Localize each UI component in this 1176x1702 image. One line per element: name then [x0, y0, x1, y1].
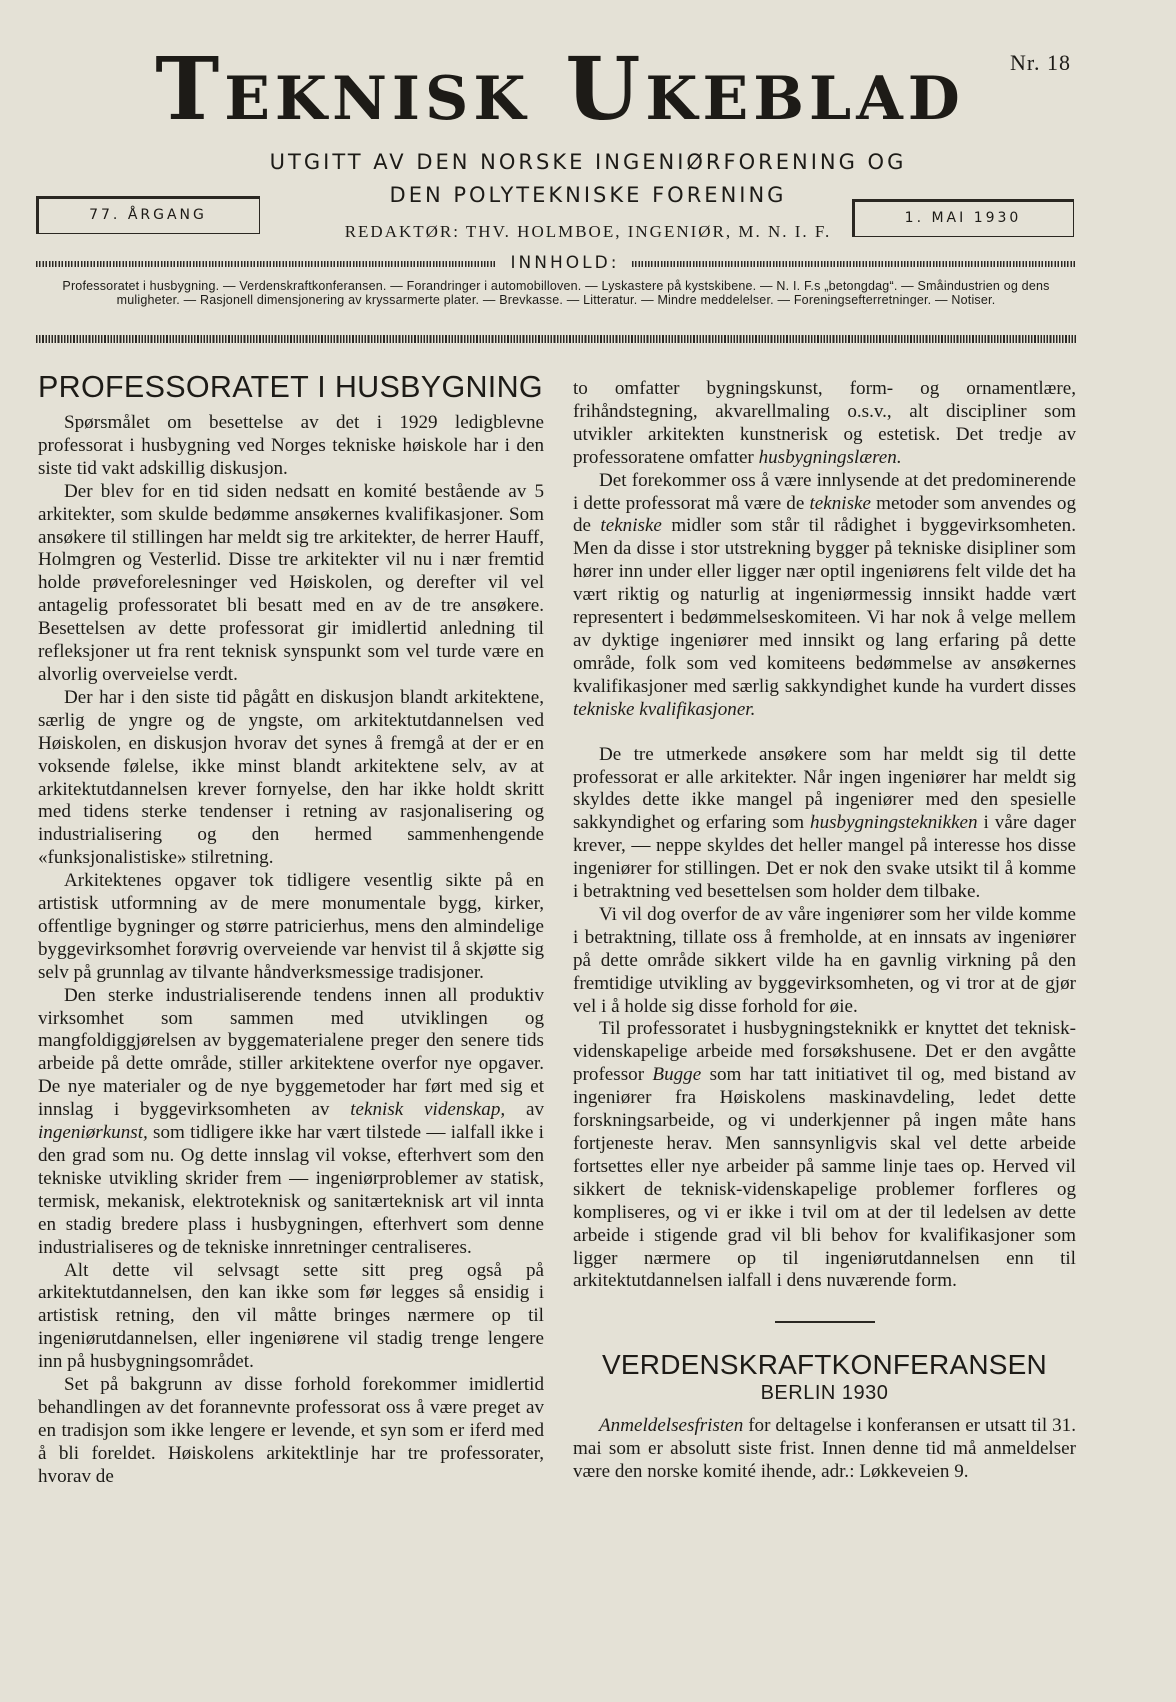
text-run: De tre utmerkede ansøkere som har meldt sig til dette professorat er alle arkitekter. Når ingen ingeniører har meldt sig skyldes dette ikke mangel på ingeniører med den spesielle sakkyndighet og erfaring som [573, 743, 1076, 834]
publisher-line-1: UTGITT AV DEN NORSKE INGENIØRFORENING OG [269, 150, 907, 174]
contents-rule-left [36, 261, 496, 267]
text-run: Det forekommer oss å være innlysende at det predominerende i dette professorat må være de [573, 469, 1076, 514]
text-run: metoder som anvendes og de [573, 492, 1076, 537]
paragraph: Alt dette vil selvsagt sette sitt preg også på arkitektutdannelsen, den kan ikke som før legges så ensidig i artistisk retning, den vil måtte bringes nærmere op til ingeniørutdannelsen, eller ingeniørene vil stadig trenge lengere inn på husbygningsområdet. [38, 1259, 544, 1373]
paragraph-gap [573, 722, 1076, 744]
paragraph [573, 378, 1076, 470]
text-run: Til professoratet i husbygningsteknikk er knyttet det teknisk-videnskapelige arbeide med forsøkshusene. Det er den avgåtte professor [573, 1018, 1076, 1086]
contents-rule-right [632, 261, 1076, 267]
masthead-title: Teknisk Ukeblad [155, 39, 965, 140]
paragraph: Der blev for en tid siden nedsatt en komité bestående av 5 arkitekter, som skulde bedømme ansøkernes kvalifikasjoner. Som ansøkere til stillingen har meldt sig tre arkitekter, de herrer Hauff, Holmgren og Vesterlid. Disse tre arkitekter vil nu i nær fremtid holde prøveforelesninger ved Høiskolen, og derefter vil vel antagelig professoratet bli besatt med en av de tre ansøkere. Besettelsen av dette professorat gir imidlertid anledning til refleksjoner ut fra rent teknisk synspunkt som vel turde være en alvorlig overveielse verdt. [38, 480, 544, 685]
volume-box [36, 196, 260, 234]
paragraph [573, 470, 1076, 722]
publisher-line-2: DEN POLYTEKNISKE FORENING [389, 183, 787, 207]
editor-line: REDAKTØR: THV. HOLMBOE, INGENIØR, M. N. I. F. [344, 222, 832, 241]
volume-label: 77. ÅRGANG [89, 207, 207, 223]
paragraph: Vi vil dog overfor de av våre ingeniører som her vilde komme i betraktning, tillate oss å fremholde, at en innsats av ingeniører på dette område sikkert vilde ha en gavnlig virkning på den fremtidige utvikling av byggevirksomheten, og vi tror at de gjør vel i å holde sig disse forhold for øie. [573, 903, 1076, 1017]
text-run: Den sterke industrialiserende tendens innen all produktiv virksomhet som sammen med utviklingen og mangfoldiggjørelsen av byggematerialene preger den senere tids arbeide på dette område, stiller arkitektene overfor nye opgaver. De nye materialer og de nye byggemetoder har ført med sig et innslag i byggevirksomheten av [38, 984, 544, 1121]
emphasis: tekniske kvalifikasjoner. [573, 698, 756, 720]
emphasis: Anmeldelsesfristen [599, 1415, 744, 1437]
emphasis: teknisk videnskap, [350, 1099, 506, 1121]
article-column-left [38, 370, 544, 1489]
text-run: som har tatt initiativet til og, med bistand av ingeniører fra Høiskolens maskinavdeling, ledet dette forskningsarbeide, og vi underkjenner på ingen måte hans fortjeneste herav. Men sannsynligvis skal vel dette arbeide fortsettes eller nye arbeider på samme linje taes op. Herved vil sikkert de teknisk-videnskapelige problemer forfleres og kompliseres, og vi er ikke i tvil om at der til ledelsen av dette arbeide i stigende grad vil bli behov for kvalifikasjoner som ligger nærmere op til ingeniørutdannelsen enn til arkitektutdannelsen ialfall i dens nuværende form. [573, 1064, 1076, 1292]
contents-bottom-rule [36, 335, 1076, 343]
text-run: av [525, 1099, 544, 1121]
article-separator [775, 1321, 875, 1323]
paragraph: Arkitektenes opgaver tok tidligere vesentlig sikte på en artistisk utformning av de mere monumentale bygg, kirker, offentlige bygninger og større patricierhus, mens den almindelige byggevirksomhet forøvrig overveiende var henvist til å skjøtte sig selv på grunnlag av tilvante håndverksmessige tradisjoner. [38, 870, 544, 983]
contents-label: INNHOLD: [510, 253, 620, 273]
emphasis: tekniske [600, 515, 662, 537]
article-headline: PROFESSORATET I HUSBYGNING [38, 370, 543, 404]
text-run: for deltagelse i konferansen er utsatt til 31. mai som er absolutt siste frist. Innen denne tid må anmeldelser være den norske komité ihende, adr.: Løkkeveien 9. [573, 1415, 1077, 1483]
article2-subheadline: BERLIN 1930 [760, 1382, 889, 1405]
paragraph: Der har i den siste tid pågått en diskusjon blandt arkitektene, særlig de yngre og de yngste, om arkitektutdannelsen ved Høiskolen, en diskusjon hvorav det synes å fremgå at der er en voksende følelse, ikke minst blandt arkitektene selv, av at arkitektutdannelsen krever fornyelse, den har ikke holdt skritt med tidens sterke tendenser i retning av rasjonalisering og industrialisering og den hermed sammenhengende «funksjonalistiske» stilretning. [38, 686, 544, 869]
emphasis: Bugge [652, 1064, 702, 1086]
emphasis: tekniske [809, 492, 871, 514]
emphasis: ingeniørkunst, [38, 1122, 148, 1144]
emphasis: husbygningslæren. [758, 446, 902, 468]
emphasis: husbygningsteknikken [810, 812, 978, 834]
paragraph [573, 1415, 1076, 1484]
issue-date: 1. MAI 1930 [904, 210, 1022, 226]
article2-headline: VERDENSKRAFTKONFERANSEN [602, 1349, 1047, 1381]
contents-text: Professoratet i husbygning. — Verdenskraftkonferansen. — Forandringer i automobilloven. — Lyskastere på kystskibene. — N. I. F.s „betongdag“. — Småindustrien og dens muligheter. — Rasjonell dimensjonering av kryssarmerte plater. — Brevkasse. — Litteratur. — Mindre meddelelser. — Foreningsefterretninger. — Notiser. [62, 279, 1050, 307]
issue-number: Nr. 18 [1010, 50, 1071, 75]
text-run: i våre dager krever, — neppe skyldes det heller mangel på interesse hos disse ingeniører for stillingen. Det er nok den svake utsikt til å komme i betraktning ved besettelsen som holder dem tilbake. [573, 812, 1077, 903]
paragraph: Set på bakgrunn av disse forhold forekommer imidlertid behandlingen av det forannevnte professorat oss å være preget av en tradisjon som ikke lengere er levende, et syn som er iferd med å bli foreldet. Høiskolens arkitektlinje har tre professorater, hvorav de [38, 1374, 544, 1487]
paragraph: Spørsmålet om besettelse av det i 1929 ledigblevne professorat i husbygning ved Norges tekniske høiskole har i den siste tid vakt adskillig diskusjon. [38, 412, 544, 479]
article-column-right [573, 378, 1076, 1484]
text-run: to omfatter bygningskunst, form- og ornamentlære, frihåndstegning, akvarellmaling o.s.v., alt discipliner som utvikler arkitekten kunstnerisk og estetisk. Det tredje av professoratene omfatter [573, 378, 1076, 468]
paragraph [573, 744, 1076, 904]
text-run: som tidligere ikke har vært tilstede — ialfall ikke i den grad som nu. Og dette innslag vil vokse, efterhvert som den tekniske utvikling skrider frem — ingeniørproblemer av statisk, termisk, mekanisk, elektroteknisk og sanitærteknisk art vil innta en stadig bredere plass i husbygningen, efterhvert som denne industrialiseres og de tekniske innretninger centraliseres. [38, 1122, 544, 1258]
paragraph [573, 1018, 1076, 1293]
text-run: midler som står til rådighet i byggevirksomheten. Men da disse i stor utstrekning bygger på tekniske disipliner som hører inn under eller ligger nær optil ingeniørens felt vilde det ha vært riktig og naturlig at ingeniørmessig innsikt hadde vært representert i bedømmelseskomiteen. Vi har nok å velge mellem av dyktige ingeniører med innsikt og lang erfaring på dette område, folk som ved komiteens bedømmelse av ansøkernes kvalifikasjoner med særlig sakkyndighet kunde ha vurdert disses [573, 515, 1076, 697]
date-box [852, 199, 1074, 237]
paragraph [38, 985, 544, 1260]
